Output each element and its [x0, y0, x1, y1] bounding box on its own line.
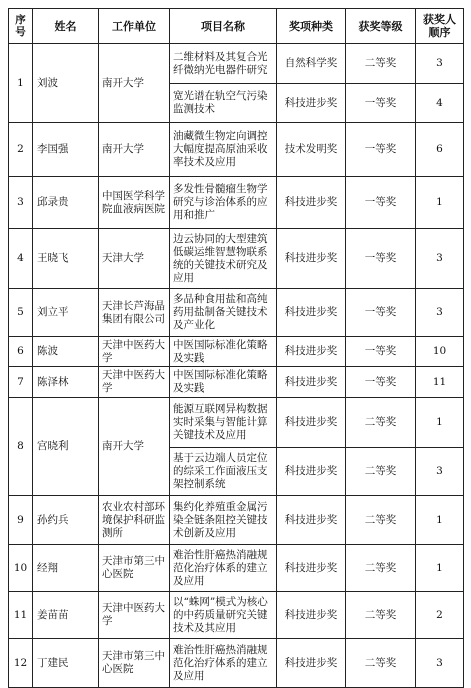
- project-cell: 中医国际标准化策略及实践: [170, 337, 277, 367]
- seq-cell: 9: [9, 496, 33, 545]
- order-cell: 4: [416, 84, 464, 123]
- unit-cell: 南开大学: [99, 123, 170, 177]
- project-cell: 油藏微生物定向调控大幅度提高原油采收率技术及应用: [170, 123, 277, 177]
- unit-cell: 天津市第三中心医院: [99, 639, 170, 688]
- header-row: [9, 9, 464, 44]
- level-cell: 一等奖: [346, 229, 416, 289]
- level-cell: 一等奖: [346, 367, 416, 398]
- order-cell: 10: [416, 337, 464, 367]
- order-cell: 2: [416, 592, 464, 639]
- seq-cell: 8: [9, 398, 33, 496]
- table-row: [9, 229, 464, 289]
- category-cell: 科技进步奖: [277, 592, 346, 639]
- name-cell: 姜苗苗: [33, 592, 99, 639]
- unit-cell: 天津中医药大学: [99, 337, 170, 367]
- name-cell: 陈泽林: [33, 367, 99, 398]
- project-cell: 难治性肝癌热消融规范化治疗体系的建立及应用: [170, 639, 277, 688]
- order-cell: 3: [416, 448, 464, 496]
- seq-cell: 1: [9, 44, 33, 123]
- unit-cell: 天津中医药大学: [99, 367, 170, 398]
- category-cell: 自然科学奖: [277, 44, 346, 84]
- order-cell: 1: [416, 545, 464, 592]
- category-cell: 科技进步奖: [277, 367, 346, 398]
- order-cell: 1: [416, 496, 464, 545]
- level-cell: 二等奖: [346, 592, 416, 639]
- name-cell: 刘立平: [33, 289, 99, 337]
- seq-cell: 12: [9, 639, 33, 688]
- table-row: [9, 337, 464, 367]
- category-cell: 科技进步奖: [277, 545, 346, 592]
- header-name: 姓名: [33, 9, 99, 44]
- level-cell: 二等奖: [346, 44, 416, 84]
- table-row: [9, 592, 464, 639]
- category-cell: 科技进步奖: [277, 289, 346, 337]
- project-cell: 边云协同的大型建筑低碳运维智慧物联系统的关键技术研究及应用: [170, 229, 277, 289]
- name-cell: 陈波: [33, 337, 99, 367]
- level-cell: 二等奖: [346, 639, 416, 688]
- level-cell: 二等奖: [346, 496, 416, 545]
- project-cell: 多品种食用盐和高纯药用盐制备关键技术及产业化: [170, 289, 277, 337]
- level-cell: 二等奖: [346, 545, 416, 592]
- project-cell: 宽光谱在轨空气污染监测技术: [170, 84, 277, 123]
- project-cell: 难治性肝癌热消融规范化治疗体系的建立及应用: [170, 545, 277, 592]
- unit-cell: 南开大学: [99, 398, 170, 496]
- seq-cell: 10: [9, 545, 33, 592]
- order-cell: 6: [416, 123, 464, 177]
- unit-cell: 中国医学科学院血液病医院: [99, 177, 170, 229]
- table-row: [9, 367, 464, 398]
- name-cell: 宫晓利: [33, 398, 99, 496]
- table-row: [9, 177, 464, 229]
- category-cell: 科技进步奖: [277, 229, 346, 289]
- category-cell: 科技进步奖: [277, 639, 346, 688]
- level-cell: 一等奖: [346, 177, 416, 229]
- table-row: [9, 44, 464, 84]
- header-unit: 工作单位: [99, 9, 170, 44]
- table-row: [9, 398, 464, 448]
- order-cell: 3: [416, 44, 464, 84]
- level-cell: 一等奖: [346, 123, 416, 177]
- order-cell: 11: [416, 367, 464, 398]
- level-cell: 一等奖: [346, 289, 416, 337]
- unit-cell: 天津中医药大学: [99, 592, 170, 639]
- unit-cell: 农业农村部环境保护科研监测所: [99, 496, 170, 545]
- category-cell: 科技进步奖: [277, 84, 346, 123]
- award-table: [8, 8, 464, 688]
- seq-cell: 5: [9, 289, 33, 337]
- project-cell: 能源互联网异构数据实时采集与智能计算关键技术及应用: [170, 398, 277, 448]
- table-row: [9, 545, 464, 592]
- level-cell: 一等奖: [346, 84, 416, 123]
- category-cell: 科技进步奖: [277, 337, 346, 367]
- name-cell: 刘波: [33, 44, 99, 123]
- category-cell: 技术发明奖: [277, 123, 346, 177]
- table-row: [9, 496, 464, 545]
- project-cell: 集约化养殖重金属污染全链条阻控关键技术创新及应用: [170, 496, 277, 545]
- project-cell: 基于云边端人员定位的综采工作面液压支架控制系统: [170, 448, 277, 496]
- table-row: [9, 639, 464, 688]
- project-cell: 以“蛛网”模式为核心的中药质量研究关键技术及其应用: [170, 592, 277, 639]
- order-cell: 3: [416, 639, 464, 688]
- name-cell: 孙约兵: [33, 496, 99, 545]
- category-cell: 科技进步奖: [277, 398, 346, 448]
- seq-cell: 6: [9, 337, 33, 367]
- level-cell: 二等奖: [346, 398, 416, 448]
- header-order: 获奖人顺序: [416, 9, 464, 44]
- seq-cell: 4: [9, 229, 33, 289]
- seq-cell: 7: [9, 367, 33, 398]
- seq-cell: 11: [9, 592, 33, 639]
- level-cell: 二等奖: [346, 448, 416, 496]
- unit-cell: 天津长芦海晶集团有限公司: [99, 289, 170, 337]
- name-cell: 李国强: [33, 123, 99, 177]
- category-cell: 科技进步奖: [277, 496, 346, 545]
- order-cell: 1: [416, 398, 464, 448]
- project-cell: 多发性骨髓瘤生物学研究与诊治体系的应用和推广: [170, 177, 277, 229]
- unit-cell: 南开大学: [99, 44, 170, 123]
- table-row: [9, 289, 464, 337]
- unit-cell: 天津大学: [99, 229, 170, 289]
- project-cell: 二维材料及其复合光纤微纳光电器件研究: [170, 44, 277, 84]
- category-cell: 科技进步奖: [277, 177, 346, 229]
- unit-cell: 天津市第三中心医院: [99, 545, 170, 592]
- level-cell: 一等奖: [346, 337, 416, 367]
- seq-cell: 3: [9, 177, 33, 229]
- header-level: 获奖等级: [346, 9, 416, 44]
- table-row: [9, 123, 464, 177]
- order-cell: 3: [416, 289, 464, 337]
- header-category: 奖项种类: [277, 9, 346, 44]
- project-cell: 中医国际标准化策略及实践: [170, 367, 277, 398]
- name-cell: 王晓飞: [33, 229, 99, 289]
- header-seq: 序号: [9, 9, 33, 44]
- name-cell: 经翔: [33, 545, 99, 592]
- seq-cell: 2: [9, 123, 33, 177]
- name-cell: 邱录贵: [33, 177, 99, 229]
- category-cell: 科技进步奖: [277, 448, 346, 496]
- order-cell: 1: [416, 177, 464, 229]
- order-cell: 3: [416, 229, 464, 289]
- header-project: 项目名称: [170, 9, 277, 44]
- name-cell: 丁建民: [33, 639, 99, 688]
